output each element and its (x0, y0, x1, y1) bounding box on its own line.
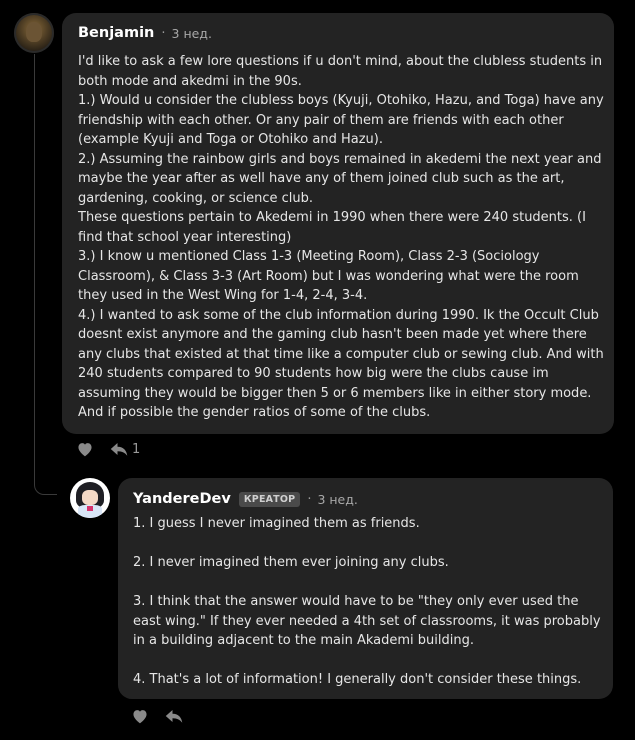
comment-header (78, 25, 212, 41)
yanderedev-reply (118, 478, 613, 699)
comment-body: I'd like to ask a few lore questions if u don't mind, about the clubless students in both mode and akedmi in the 90s. 1.) Would u consider the clubless boys (Kyuji, Otohiko, Hazu, and Toga) have any friendship with each other. Or any pair of them are friends with each other (example Kyuji and Toga or Otohiko and Hazu). 2.) Assuming the rainbow girls and boys remained in akedemi the next year and maybe the year after as well have any of them joined club such as the art, gardening, cooking, or science club. These questions pertain to Akedemi in 1990 when there were 240 students. (I find that school year interesting) 3.) I know u mentioned Class 1-3 (Meeting Room), Class 2-3 (Sociology Classroom), & Class 3-3 (Art Room) but I was wondering what were the room they used in the West Wing for 1-4, 2-4, 3-4. 4.) I wanted to ask some of the club information during 1990. Ik the Occult Club doesnt exist anymore and the gaming club hasn't been made yet where there any clubs that existed at that time like a computer club or sewing club. And with 240 students compared to 90 students how big were the clubs cause im assuming they would be bigger then 5 or 6 members like in either story mode. And if possible the gender ratios of some of the clubs. (78, 54, 604, 420)
comment-timestamp[interactable]: 3 нед. (171, 25, 212, 41)
benjamin-comment (62, 13, 614, 434)
header-separator: · (161, 25, 166, 41)
benjamin-avatar[interactable] (14, 13, 54, 53)
avatar-face (26, 22, 42, 42)
yanderedev-reply-actions (131, 708, 183, 724)
creator-badge: КРЕАТОР (239, 492, 301, 507)
like-button[interactable] (76, 441, 94, 457)
reply-timestamp[interactable]: 3 нед. (317, 491, 358, 507)
like-button[interactable] (131, 708, 149, 724)
heart-icon (76, 441, 94, 457)
reply-arrow-icon (110, 441, 128, 457)
comment-author[interactable]: Benjamin (78, 25, 155, 41)
benjamin-comment-actions (76, 441, 140, 457)
reply-count: 1 (132, 441, 141, 457)
thread-connector-line (34, 54, 57, 495)
avatar-bow (87, 506, 93, 511)
avatar-face (82, 490, 98, 505)
reply-body: 1. I guess I never imagined them as friends. 2. I never imagined them ever joining any clubs. 3. I think that the answer would have to be "they only ever used the east wing." If they ever needed a 4th set of classrooms, it was probably in a building adjacent to the main Akademi building. 4. That's a lot of information! I generally don't consider these things. (133, 516, 601, 687)
reply-button[interactable] (165, 708, 183, 724)
reply-author[interactable]: YandereDev (133, 491, 231, 507)
header-separator: · (307, 491, 312, 507)
reply-button[interactable] (110, 441, 140, 457)
heart-icon (131, 708, 149, 724)
reply-header (133, 491, 358, 507)
reply-arrow-icon (165, 708, 183, 724)
yanderedev-avatar[interactable] (70, 478, 110, 518)
